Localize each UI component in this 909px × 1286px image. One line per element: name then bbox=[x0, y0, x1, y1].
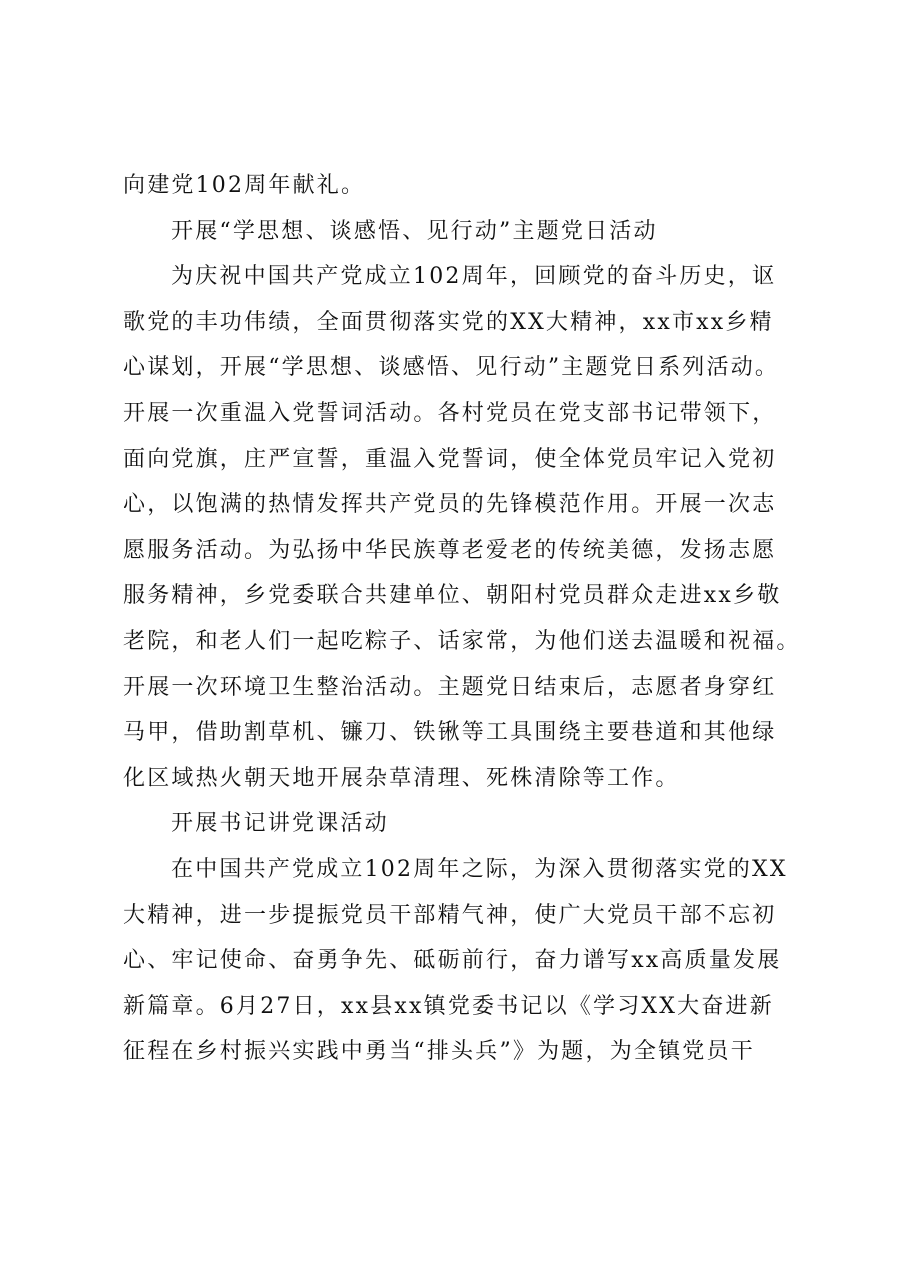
text-line-17: 大精神，进一步提振党员干部精气神，使广大党员干部不忘初 bbox=[123, 902, 777, 928]
text-line-20: 征程在乡村振兴实践中勇当“排头兵”》为题，为全镇党员干 bbox=[123, 1039, 755, 1065]
text-line-13: 马甲，借助割草机、镰刀、铁锹等工具围绕主要巷道和其他绿 bbox=[123, 720, 777, 746]
section-heading-party-lecture: 开展书记讲党课活动 bbox=[171, 811, 389, 837]
text-line-11: 老院，和老人们一起吃粽子、话家常，为他们送去温暖和祝福。 bbox=[123, 628, 801, 654]
section-heading-party-day: 开展“学思想、谈感悟、见行动”主题党日活动 bbox=[171, 218, 658, 244]
document-body bbox=[123, 163, 803, 1075]
text-line-18: 心、牢记使命、奋勇争先、砥砺前行，奋力谱写xx高质量发展 bbox=[123, 948, 782, 974]
text-line-12: 开展一次环境卫生整治活动。主题党日结束后，志愿者身穿红 bbox=[123, 674, 777, 700]
text-line-16: 在中国共产党成立102周年之际，为深入贯彻落实党的XX bbox=[171, 856, 788, 882]
text-line-6: 开展一次重温入党誓词活动。各村党员在党支部书记带领下， bbox=[123, 400, 777, 426]
text-line-14: 化区域热火朝天地开展杂草清理、死株清除等工作。 bbox=[123, 765, 680, 791]
text-line-1: 向建党102周年献礼。 bbox=[123, 173, 366, 198]
text-line-19: 新篇章。6月27日，xx县xx镇党委书记以《学习XX大奋进新 bbox=[123, 993, 774, 1019]
text-line-5: 心谋划，开展“学思想、谈感悟、见行动”主题党日系列活动。 bbox=[123, 355, 780, 381]
text-line-8: 心，以饱满的热情发挥共产党员的先锋模范作用。开展一次志 bbox=[123, 492, 777, 518]
text-line-7: 面向党旗，庄严宣誓，重温入党誓词，使全体党员牢记入党初 bbox=[123, 446, 777, 472]
text-line-10: 服务精神，乡党委联合共建单位、朝阳村党员群众走进xx乡敬 bbox=[123, 583, 782, 609]
text-line-3: 为庆祝中国共产党成立102周年，回顾党的奋斗历史，讴 bbox=[171, 264, 777, 290]
text-line-9: 愿服务活动。为弘扬中华民族尊老爱老的传统美德，发扬志愿 bbox=[123, 537, 777, 563]
text-line-4: 歌党的丰功伟绩，全面贯彻落实党的XX大精神，xx市xx乡精 bbox=[123, 309, 774, 335]
